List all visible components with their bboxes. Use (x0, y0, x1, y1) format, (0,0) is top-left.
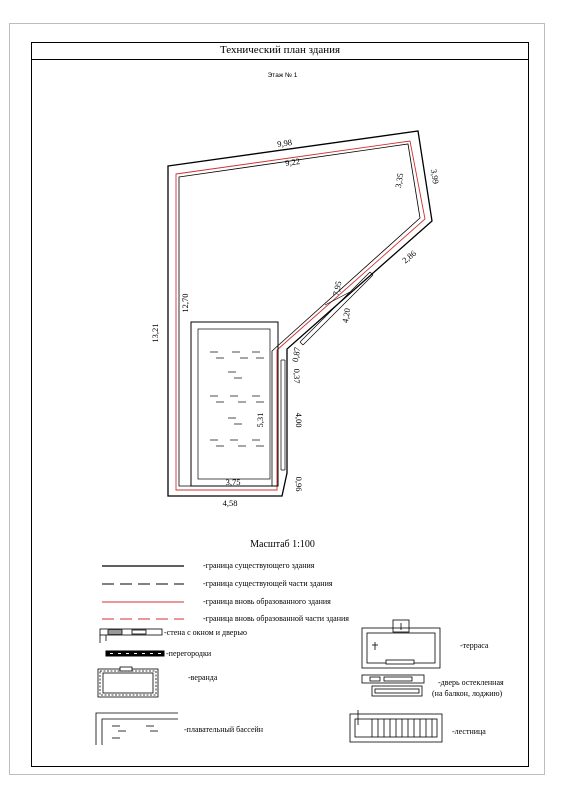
legend-veranda: -веранда (188, 673, 218, 682)
legend-terrace: -терраса (460, 641, 489, 650)
legend-pool-symbol (96, 713, 178, 745)
building-inner-wall (179, 144, 420, 486)
dim-diag-upper: 2,86 (400, 248, 418, 266)
dim-top-outer: 9,98 (276, 137, 293, 150)
dim-diag-outer: 7,95 (330, 280, 344, 297)
legend-stairs-symbol (350, 710, 442, 742)
scale-label: Масштаб 1:100 (250, 539, 315, 550)
pool-outer (191, 322, 278, 486)
legend-wall-window-door: -стена с окном и дверью (164, 628, 247, 637)
legend-glazed-door-note: (на балкон, лоджию) (432, 689, 503, 698)
dim-bottom-right: 0,96 (294, 476, 304, 492)
dim-right-v: 4,00 (294, 412, 304, 428)
glazed-wall-vertical (281, 360, 285, 470)
legend-glazed-door-symbol (362, 675, 424, 696)
legend-pool: -плавательный бассейн (184, 725, 264, 734)
dim-pool-height: 5,31 (255, 412, 265, 428)
legend-existing-part: -граница существующей части здания (203, 579, 333, 588)
dim-small-v: 0,37 (292, 368, 302, 384)
legend-veranda-symbol (98, 667, 158, 697)
dim-top-inner: 9,22 (284, 156, 301, 169)
legend-partitions: -перегородки (166, 649, 212, 658)
legend-wall-window-door-symbol (100, 629, 162, 643)
dim-diag-inner: 4,20 (339, 307, 353, 324)
pool-water-marks (210, 352, 264, 446)
pool-inner (198, 329, 270, 479)
legend-glazed-door: -дверь остекленная (438, 678, 504, 687)
legend-existing-border: -граница существующего здания (203, 561, 315, 570)
legend-new-border: -граница вновь образованного здания (203, 597, 331, 606)
dim-bottom-outer: 4,58 (222, 498, 238, 508)
legend-stairs: -лестница (452, 727, 486, 736)
dim-right-outer: 3,99 (428, 168, 442, 185)
legend-new-part: -граница вновь образованной части здания (203, 614, 349, 623)
dim-left-outer: 13,21 (150, 323, 160, 343)
dim-right-inner: 3,35 (392, 172, 406, 189)
plan-title: Технический план здания (31, 42, 529, 60)
legend-terrace-symbol (362, 620, 440, 668)
dim-small-diag: 0,87 (289, 346, 303, 363)
dim-pool-width: 3,75 (225, 477, 241, 487)
new-building-border (176, 141, 425, 490)
floor-label: Этаж № 1 (267, 72, 298, 79)
dim-left-inner: 12,70 (180, 293, 190, 313)
